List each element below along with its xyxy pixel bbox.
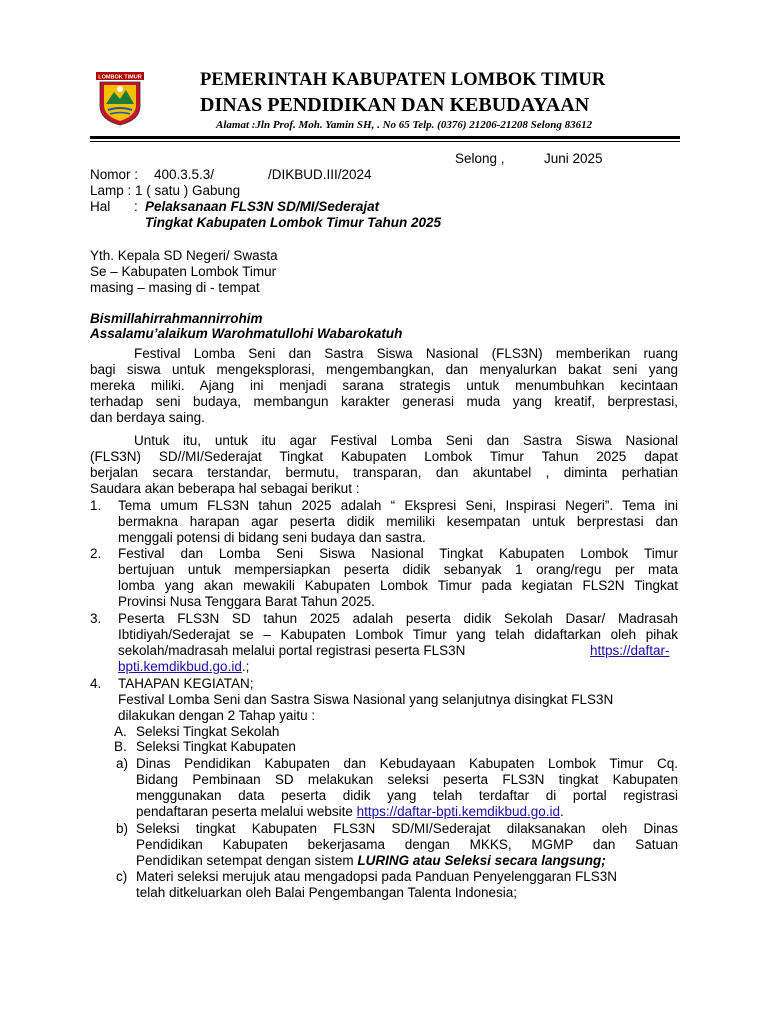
para2-line: Untuk itu, untuk itu agar Festival Lomba Seni dan Sastra Siswa Nasional: [134, 433, 678, 448]
para1-line: Festival Lomba Seni dan Sastra Siswa Nasional (FLS3N) memberikan ruang: [134, 346, 678, 361]
sub-a-line: Bidang Pembinaan SD melakukan seleksi peserta FLS3N tingkat Kabupaten: [136, 772, 678, 787]
para1-line: terhadap seni budaya, membangun karakter generasi muda yang kreatif, berprestasi,: [90, 394, 678, 409]
hal-label: Hal: [90, 199, 111, 214]
letterhead-government: PEMERINTAH KABUPATEN LOMBOK TIMUR: [200, 70, 606, 90]
item2-line: lomba yang akan mewakili Kabupaten Lombok Timur pada kegiatan FLS2N Tingkat: [118, 578, 678, 593]
sub-a-line4: [136, 804, 564, 820]
para1-line: dan berdaya saing.: [90, 410, 205, 425]
sub-b-bold: LURING atau Seleksi secara langsung;: [357, 853, 606, 868]
stage-label: B.: [114, 739, 127, 754]
date-place: Selong ,: [455, 151, 505, 166]
sub-c-line: telah ditkeluarkan oleh Balai Pengembangan Talenta Indonesia;: [136, 885, 518, 900]
item-number: 3.: [90, 611, 102, 626]
item3-line: Ibtidiyah/Sederajat se – Kabupaten Lombok Timur yang telah didaftarkan oleh pihak: [118, 627, 678, 642]
stage-b: Seleksi Tingkat Kabupaten: [136, 739, 296, 754]
letterhead-rule-thin: [90, 141, 680, 142]
letterhead-address: Alamat :Jln Prof. Moh. Yamin SH, . No 65 Telp. (0376) 21206-21208 Selong 83612: [216, 119, 593, 131]
item-number: 4.: [90, 676, 102, 691]
nomor-prefix: 400.3.5.3/: [154, 167, 215, 182]
item4-title: TAHAPAN KEGIATAN;: [118, 676, 254, 691]
sub-b-line: Seleksi tingkat Kabupaten FLS3N SD/MI/Sederajat dilaksanakan oleh Dinas: [136, 821, 678, 836]
sub-label: b): [116, 821, 129, 836]
date-month-year: Juni 2025: [544, 151, 603, 166]
portal-link-part2[interactable]: bpti.kemdikbud.go.id: [118, 659, 242, 674]
item1-line: menggali potensi di bidang seni budaya dan sastra.: [118, 530, 426, 545]
subject-line-1: Pelaksanaan FLS3N SD/MI/Sederajat: [145, 199, 380, 214]
item3-tail: .;: [241, 659, 250, 674]
sub-a-line: menggunakan data peserta didik yang telah terdaftar di portal registrasi: [136, 788, 678, 803]
stage-label: A.: [114, 724, 127, 739]
item1-line: bermakna harapan agar peserta didik memiliki kesempatan untuk berprestasi dan: [118, 514, 678, 529]
sub-a-text: pendaftaran peserta melalui website: [136, 804, 357, 819]
letterhead-rule-thick: [90, 136, 680, 139]
item3-line: Peserta FLS3N SD tahun 2025 adalah peserta didik Sekolah Dasar/ Madrasah: [118, 611, 678, 626]
portal-link-part1[interactable]: https://daftar-: [590, 643, 670, 658]
sub-b-line3: [136, 853, 606, 869]
sub-c-line: Materi seleksi merujuk atau mengadopsi pada Panduan Penyelenggaran FLS3N: [136, 869, 618, 884]
item2-line: Festival dan Lomba Seni Siswa Nasional Tingkat Kabupaten Lombok Timur: [118, 546, 678, 561]
nomor-label: Nomor :: [90, 167, 139, 182]
lampiran: Lamp : 1 ( satu ) Gabung: [90, 183, 241, 198]
item1-line: Tema umum FLS3N tahun 2025 adalah “ Ekspresi Seni, Inspirasi Negeri”. Tema ini: [118, 498, 678, 513]
sub-label: c): [116, 869, 128, 884]
bismillah: Bismillahirrahmannirrohim: [90, 311, 263, 326]
recipient-line: Se – Kabupaten Lombok Timur: [90, 264, 277, 279]
item2-line: Provinsi Nusa Tenggara Barat Tahun 2025.: [118, 594, 375, 609]
nomor-suffix: /DIKBUD.III/2024: [268, 167, 372, 182]
letterhead-department: DINAS PENDIDIKAN DAN KEBUDAYAAN: [200, 94, 590, 116]
para1-line: mereka miliki. Ajang ini menjadi sarana strategis untuk menumbuhkan kecintaan: [90, 378, 678, 393]
lombok-timur-logo: [96, 72, 144, 126]
stage-a: Seleksi Tingkat Sekolah: [136, 724, 280, 739]
subject-line-2: Tingkat Kabupaten Lombok Timur Tahun 2025: [145, 215, 442, 230]
salam: Assalamu’alaikum Warohmatullohi Wabarokatuh: [90, 326, 403, 341]
para2-line: berjalan secara terstandar, bermutu, transparan, dan akuntabel , diminta perhatian: [90, 465, 678, 480]
item4-intro: Festival Lomba Seni dan Sastra Siswa Nasional yang selanjutnya disingkat FLS3N: [118, 692, 614, 707]
hal-colon: :: [134, 199, 138, 214]
item2-line: bertujuan untuk mempersiapkan peserta didik sebanyak 1 orang/regu per mata: [118, 562, 678, 577]
para2-line: Saudara akan beberapa hal sebagai berikut :: [90, 481, 360, 496]
sub-a-tail: .: [560, 804, 564, 819]
recipient-line: masing – masing di - tempat: [90, 280, 260, 295]
sub-b-line: Pendidikan Kabupaten bekerjasama dengan MKKS, MGMP dan Satuan: [136, 837, 678, 852]
sub-a-line: Dinas Pendidikan Kabupaten dan Kebudayaan Kabupaten Lombok Timur Cq.: [136, 756, 678, 771]
item-number: 2.: [90, 546, 102, 561]
item-number: 1.: [90, 498, 102, 513]
para2-line: (FLS3N) SD//MI/Sederajat Tingkat Kabupaten Lombok Timur Tahun 2025 dapat: [90, 449, 678, 464]
sub-b-text: Pendidikan setempat dengan sistem: [136, 853, 358, 868]
para1-line: bagi siswa untuk mengeksplorasi, mengembangkan, dan menyalurkan bakat seni yang: [90, 362, 678, 377]
item3-line: sekolah/madrasah melalui portal registrasi peserta FLS3N: [118, 643, 466, 658]
logo-text: LOMBOK TIMUR: [98, 74, 142, 81]
sub-label: a): [116, 756, 129, 771]
recipient-line: Yth. Kepala SD Negeri/ Swasta: [90, 248, 278, 263]
item4-intro: dilakukan dengan 2 Tahap yaitu :: [118, 708, 316, 723]
item3-line4: [118, 659, 249, 675]
website-link[interactable]: https://daftar-bpti.kemdikbud.go.id: [356, 804, 561, 819]
